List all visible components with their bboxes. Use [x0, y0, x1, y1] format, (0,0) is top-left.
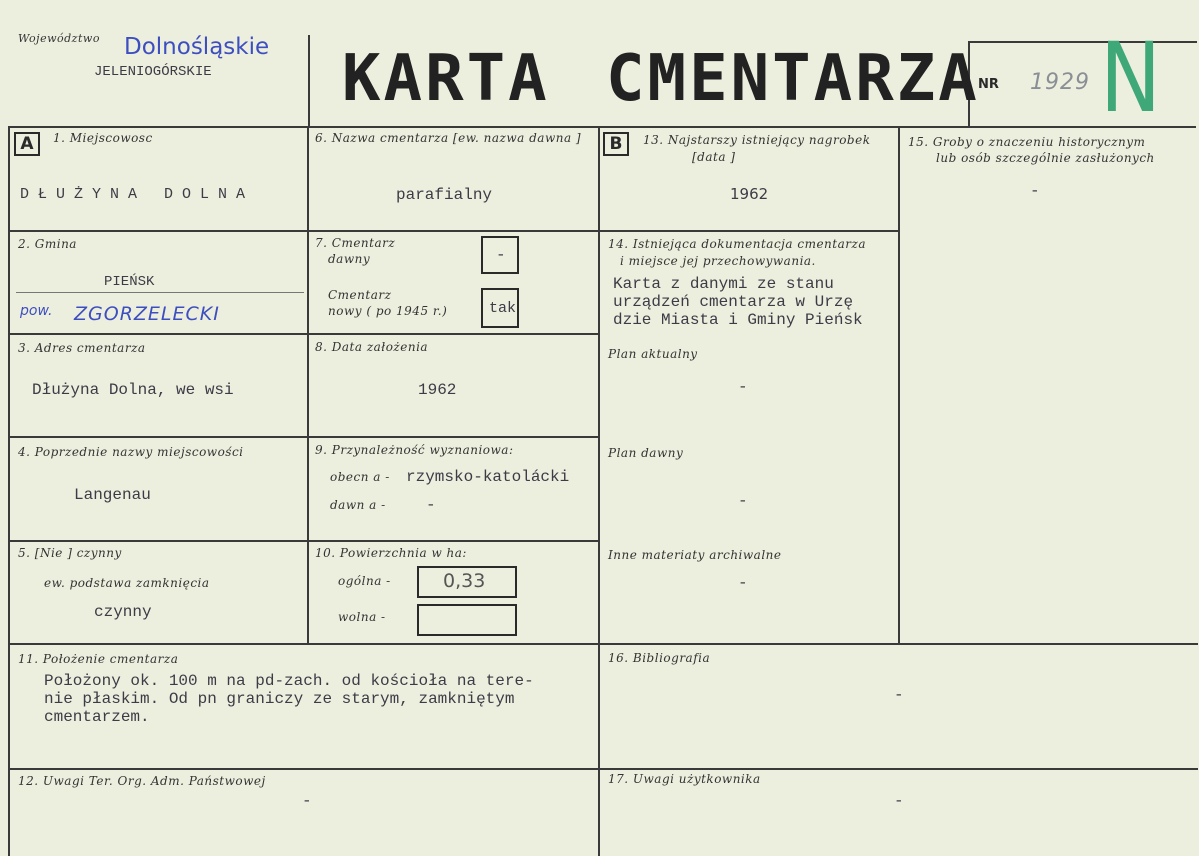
- inne-materialy-value: -: [738, 574, 748, 592]
- field-10-ogolna-box: [417, 566, 517, 598]
- row-rule-b: [600, 230, 900, 232]
- section-b-marker: B: [603, 132, 629, 156]
- field-14-sublabel: i miejsce jej przechowywania.: [620, 254, 816, 268]
- nr-box-top: [968, 41, 1197, 43]
- category-mark: N: [1100, 22, 1162, 134]
- field-11-value-line-1: Położony ok. 100 m na pd-zach. od kościoła na tere-: [44, 672, 534, 690]
- plan-dawny-label: Plan dawny: [608, 446, 684, 460]
- inne-materialy-label: Inne materiaty archiwalne: [608, 548, 782, 562]
- field-7-nowy-box: [481, 288, 519, 328]
- field-10-label: 10. Powierzchnia w ha:: [315, 546, 467, 560]
- field-17-value: -: [894, 792, 904, 810]
- field-7-nowy-sublabel: nowy ( po 1945 r.): [328, 304, 448, 318]
- nr-value: 1929: [1030, 70, 1090, 95]
- field-7-dawny-value: -: [496, 246, 506, 264]
- field-8-value: 1962: [418, 381, 457, 399]
- field-1-label: 1. Miejscowosc: [53, 131, 153, 145]
- pow-value: ZGORZELECKI: [74, 303, 220, 325]
- header-divider: [308, 35, 310, 127]
- header-bottom-rule: [8, 126, 1196, 128]
- field-14-value-line-1: Karta z danymi ze stanu: [613, 275, 834, 293]
- field-10-ogolna-label: ogólna -: [338, 574, 391, 588]
- field-10-ogolna-value: 0,33: [443, 570, 486, 592]
- field-6-value: parafialny: [396, 186, 493, 204]
- field-15-sublabel: lub osób szczególnie zasłużonych: [936, 151, 1155, 165]
- left-edge: [8, 126, 10, 856]
- pow-prefix: pow.: [20, 303, 53, 319]
- field-4-value: Langenau: [74, 486, 151, 504]
- field-9-obecna-label: obecn a -: [330, 470, 390, 484]
- field-15-value: -: [1030, 182, 1040, 200]
- field-3-value: Dłużyna Dolna, we wsi: [32, 381, 234, 399]
- row-rule-4: [8, 540, 600, 542]
- field-15-label: 15. Groby o znaczeniu historycznym: [908, 135, 1146, 149]
- field-10-wolna-box: [417, 604, 517, 636]
- plan-aktualny-value: -: [738, 378, 748, 396]
- field-9-dawna-value: -: [426, 496, 436, 514]
- field-2-value: PIEŃSK: [104, 274, 155, 290]
- field-13-value: 1962: [730, 185, 769, 203]
- field-16-value: -: [894, 686, 904, 704]
- section-a-marker: A: [14, 132, 40, 156]
- field-9-dawna-label: dawn a -: [330, 498, 386, 512]
- field-12-label: 12. Uwagi Ter. Org. Adm. Państwowej: [18, 774, 266, 788]
- col-divider-3: [898, 126, 900, 644]
- field-7-dawny-box: [481, 236, 519, 274]
- field-1-value: D Ł U Ż Y N A D O L N A: [20, 186, 246, 203]
- field-11-value-line-2: nie płaskim. Od pn graniczy ze starym, zamkniętym: [44, 690, 515, 708]
- field-11-value-line-3: cmentarzem.: [44, 708, 150, 726]
- field-9-label: 9. Przynależność wyznaniowa:: [315, 443, 514, 457]
- field-9-obecna-value: rzymsko-katolácki: [406, 468, 570, 486]
- row-rule-6: [8, 768, 1198, 770]
- field-14-value-line-2: urządzeń cmentarza w Urzę: [613, 293, 854, 311]
- field-2-label: 2. Gmina: [18, 237, 77, 251]
- title-cmentarza: CMENTARZA: [606, 42, 980, 116]
- field-17-label: 17. Uwagi użytkownika: [608, 772, 761, 786]
- field-8-label: 8. Data założenia: [315, 340, 429, 354]
- row-rule-2: [8, 333, 600, 335]
- col-divider-1: [307, 126, 309, 644]
- field-11-label: 11. Położenie cmentarza: [18, 652, 179, 666]
- nr-label: NR: [978, 77, 999, 92]
- field-10-wolna-label: wolna -: [338, 610, 386, 624]
- field-5-sublabel: ew. podstawa zamknięcia: [44, 576, 210, 590]
- field-14-value-line-3: dzie Miasta i Gminy Pieńsk: [613, 311, 863, 329]
- field-7-nowy-label: Cmentarz: [328, 288, 392, 302]
- field-5-label: 5. [Nie ] czynny: [18, 546, 122, 560]
- field-12-value: -: [302, 792, 312, 810]
- col-divider-2: [598, 126, 600, 856]
- row-rule-3: [8, 436, 600, 438]
- field-13-sublabel: [data ]: [692, 150, 736, 164]
- field-4-label: 4. Poprzednie nazwy miejscowości: [18, 445, 244, 459]
- region-typed: JELENIOGÓRSKIE: [94, 64, 212, 80]
- field-5-value: czynny: [94, 603, 152, 621]
- plan-aktualny-label: Plan aktualny: [608, 347, 698, 361]
- wojewodztwo-label: Województwo: [18, 32, 100, 45]
- field-7-sublabel: dawny: [328, 252, 371, 266]
- row-rule-5: [8, 643, 1198, 645]
- field-7-label: 7. Cmentarz: [315, 236, 396, 250]
- field-3-label: 3. Adres cmentarza: [18, 341, 146, 355]
- field-6-label: 6. Nazwa cmentarza [ew. nazwa dawna ]: [315, 131, 582, 145]
- region-stamp: Dolnośląskie: [124, 34, 270, 60]
- field-16-label: 16. Bibliografia: [608, 651, 711, 665]
- field-7-nowy-value: tak: [489, 300, 517, 317]
- field-14-label: 14. Istniejąca dokumentacja cmentarza: [608, 237, 866, 251]
- title-karta: KARTA: [342, 42, 550, 116]
- field-13-label: 13. Najstarszy istniejący nagrobek: [643, 133, 871, 147]
- plan-dawny-value: -: [738, 492, 748, 510]
- pow-underline: [16, 292, 304, 293]
